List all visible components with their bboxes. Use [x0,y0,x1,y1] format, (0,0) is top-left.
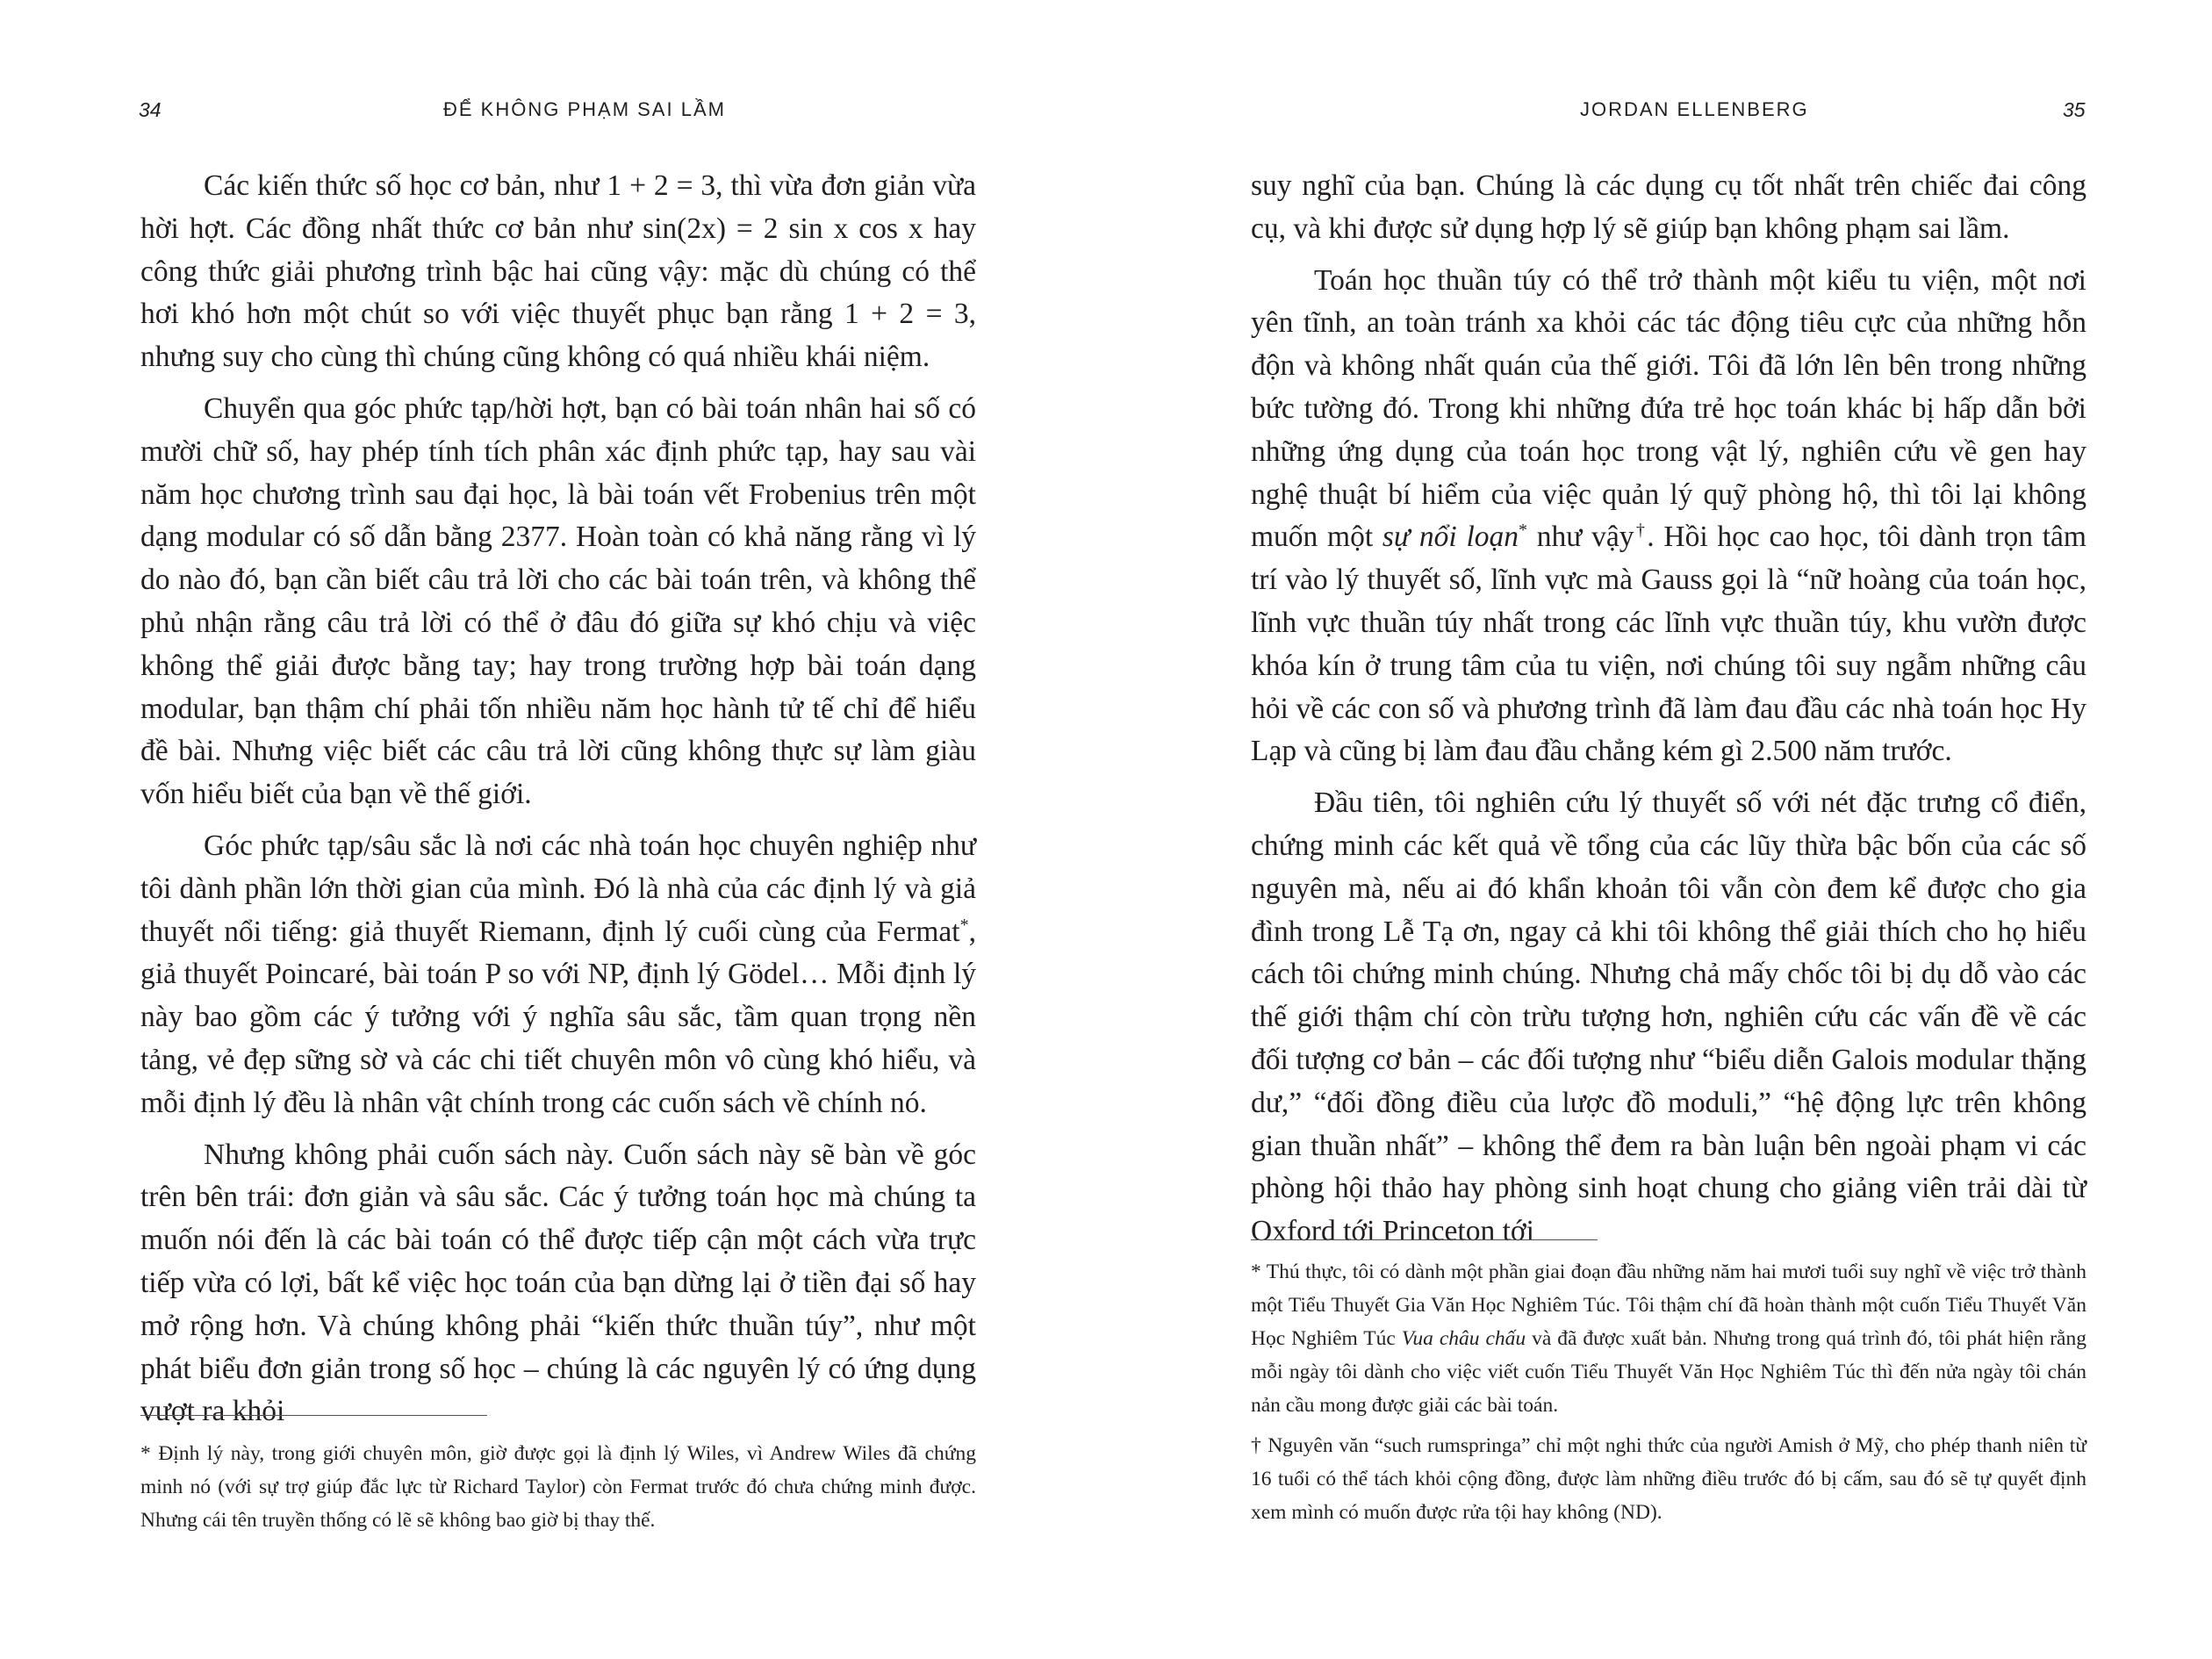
book-title: Vua châu chấu [1401,1327,1526,1350]
running-title: JORDAN ELLENBERG [1580,98,1809,120]
paragraph: Nhưng không phải cuốn sách này. Cuốn sách này sẽ bàn về góc trên bên trái: đơn giản và sâu sắc. Các ý tưởng toán học mà chúng ta muốn nói đến là các bài toán có thể được tiếp cận một cách vừa trực tiếp vừa có lợi, bất kể việc học toán của bạn dừng lại ở tiền đại số hay mở rộng hơn. Và chúng không phải “kiến thức thuần túy”, như một phát biểu đơn giản trong số học – chúng là các nguyên lý có ứng dụng vượt ra khỏi [140,1138,976,1428]
running-title: ĐỂ KHÔNG PHẠM SAI LẦM [443,98,726,120]
paragraph [140,825,976,1125]
body-text [1251,165,2086,1262]
footnote [1251,1255,2086,1422]
footnote-marker: * [959,915,969,935]
page-number: 35 [2063,98,2086,121]
paragraph: suy nghĩ của bạn. Chúng là các dụng cụ tốt nhất trên chiếc đai công cụ, và khi được sử dụng hợp lý sẽ giúp bạn không phạm sai lầm. [1251,169,2086,245]
footnote-marker: † [1634,521,1648,541]
footnote-rule [1251,1239,1598,1240]
paragraph-text: Toán học thuần túy có thể trở thành một kiểu tu viện, một nơi yên tĩnh, an toàn tránh xa khỏi các tác động tiêu cực của những hỗn độn và không nhất quán của thế giới. Tôi đã lớn lên bên trong những bức tường đó. Trong khi những đứa trẻ học toán khác bị hấp dẫn bởi những ứng dụng của toán học trong vật lý, nghiên cứu về gen hay nghệ thuật bí hiểm của việc quản lý quỹ phòng hộ, thì tôi lại không muốn một [1251,263,2086,554]
footnote-text: và đã được xuất bản. Nhưng trong quá trình đó, tôi phát hiện rằng mỗi ngày tôi dành cho việc viết cuốn Tiểu Thuyết Văn Học Nghiêm Túc thì đến nửa ngày tôi chán nản cầu mong được giải các bài toán. [1251,1327,2086,1417]
paragraph: Chuyển qua góc phức tạp/hời hợt, bạn có bài toán nhân hai số có mười chữ số, hay phép tính tích phân xác định phức tạp, hay sau vài năm học chương trình sau đại học, là bài toán vết Frobenius trên một dạng modular có số dẫn bằng 2377. Hoàn toàn có khả năng rằng vì lý do nào đó, bạn cần biết câu trả lời cho các bài toán trên, và không thể phủ nhận rằng câu trả lời có thể ở đâu đó giữa sự khó chịu và việc không thể giải được bằng tay; hay trong trường hợp bài toán dạng modular, bạn thậm chí phải tốn nhiều năm học hành tử tế chỉ để hiểu đề bài. Nhưng việc biết các câu trả lời cũng không thực sự làm giàu vốn hiểu biết của bạn về thế giới. [140,391,976,811]
italic-phrase: sự nổi loạn [1382,521,1519,554]
footnote: * Định lý này, trong giới chuyên môn, giờ được gọi là định lý Wiles, vì Andrew Wiles đã chứng minh nó (với sự trợ giúp đắc lực từ Richard Taylor) còn Fermat trước đó chưa chứng minh được. Nhưng cái tên truyền thống có lẽ sẽ không bao giờ bị thay thế. [140,1442,976,1532]
footnote-rule [140,1415,487,1416]
paragraph: Đầu tiên, tôi nghiên cứu lý thuyết số với nét đặc trưng cổ điển, chứng minh các kết quả về tổng của các lũy thừa bậc bốn của các số nguyên mà, nếu ai đó khẩn khoản tôi vẫn còn đem kể được cho gia đình trong Lễ Tạ ơn, ngay cả khi tôi không thể giải thích cho họ hiểu cách tôi chứng minh chúng. Nhưng chả mấy chốc tôi bị dụ dỗ vào các thế giới thậm chí còn trừu tượng hơn, nghiên cứu các vấn đề về các đối tượng cơ bản – các đối tượng như “biểu diễn Galois modular thặng dư,” “đối đồng điều của lược đồ moduli,” “hệ động lực trên không gian thuần nhất” – không thể đem ra bàn luận bên ngoài phạm vi các phòng hội thảo hay phòng sinh hoạt chung cho giảng viên trải dài từ Oxford tới Princeton tới [1251,786,2086,1248]
paragraph-text: , giả thuyết Poincaré, bài toán P so với NP, định lý Gödel… Mỗi định lý này bao gồm các ý tưởng với ý nghĩa sâu sắc, tầm quan trọng nền tảng, vẻ đẹp sững sờ và các chi tiết chuyên môn vô cùng khó hiểu, và mỗi định lý đều là nhân vật chính trong các cuốn sách về chính nó. [140,915,976,1119]
footnotes [1251,1255,2086,1536]
paragraph-text: như vậy [1527,521,1634,554]
right-page [1106,0,2212,1659]
footnotes [140,1437,976,1544]
paragraph [1251,260,2086,774]
footnote-text: * Thú thực, tôi có dành một phần giai đoạn đầu những năm hai mươi tuổi suy nghĩ về việc trở thành một Tiểu Thuyết Gia Văn Học Nghiêm Túc. Tôi thậm chí đã hoàn thành một cuốn Tiểu Thuyết Văn Học Nghiêm Túc [1251,1260,2086,1350]
paragraph-text: . Hồi học cao học, tôi dành trọn tâm trí vào lý thuyết số, lĩnh vực mà Gauss gọi là “nữ hoàng của toán học, lĩnh vực thuần túy nhất trong các lĩnh vực thuần túy, khu vườn được khóa kín ở trung tâm của tu viện, nơi chúng tôi suy ngẫm những câu hỏi về các con số và phương trình đã làm đau đầu các nhà toán học Hy Lạp và cũng bị làm đau đầu chẳng kém gì 2.500 năm trước. [1251,521,2086,768]
page-number: 34 [139,98,162,121]
body-text [140,165,976,1442]
footnote: † Nguyên văn “such rumspringa” chỉ một nghi thức của người Amish ở Mỹ, cho phép thanh niên từ 16 tuổi có thể tách khỏi cộng đồng, được làm những điều trước đó bị cấm, sau đó sẽ tự quyết định xem mình có muốn được rửa tội hay không (ND). [1251,1434,2086,1524]
paragraph: Các kiến thức số học cơ bản, như 1 + 2 = 3, thì vừa đơn giản vừa hời hợt. Các đồng nhất thức cơ bản như sin(2x) = 2 sin x cos x hay công thức giải phương trình bậc hai cũng vậy: mặc dù chúng có thể hơi khó hơn một chút so với việc thuyết phục bạn rằng 1 + 2 = 3, nhưng suy cho cùng thì chúng cũng không có quá nhiều khái niệm. [140,169,976,374]
footnote-marker: * [1519,521,1528,541]
paragraph-text: Góc phức tạp/sâu sắc là nơi các nhà toán học chuyên nghiệp như tôi dành phần lớn thời gian của mình. Đó là nhà của các định lý và giả thuyết nổi tiếng: giả thuyết Riemann, định lý cuối cùng của Fermat [140,829,976,948]
